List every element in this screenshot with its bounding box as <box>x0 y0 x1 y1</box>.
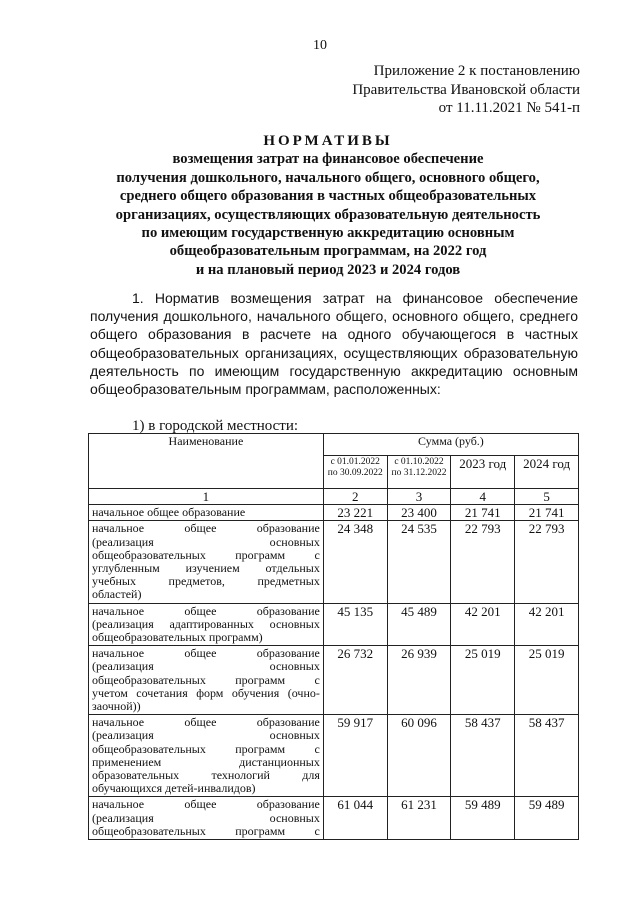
row-name-line: общеобразовательных программ) <box>92 630 263 645</box>
row-value: 22 793 <box>515 521 579 603</box>
row-value: 60 096 <box>387 715 451 797</box>
row-name-line: заочной)) <box>92 699 141 714</box>
intro-line: деятельность по имеющим государственную аккредитацию основным <box>90 362 578 379</box>
table-row <box>89 797 579 840</box>
intro-paragraph <box>90 289 578 398</box>
intro-line: 1. Норматив возмещения затрат на финансовое обеспечение <box>132 290 578 306</box>
row-value: 25 019 <box>451 646 515 715</box>
row-name-line: учебных предметов, предметных <box>92 574 320 589</box>
row-name <box>89 603 324 646</box>
row-value: 59 489 <box>515 797 579 840</box>
row-value: 21 741 <box>451 505 515 521</box>
table-row <box>89 715 579 797</box>
title-line: и на плановый период 2023 и 2024 годов <box>195 261 461 278</box>
appendix-reference <box>352 62 580 118</box>
row-name-line: (реализация адаптированных основных <box>92 616 320 631</box>
row-name-line: общеобразовательных программ с <box>92 741 320 756</box>
row-value: 22 793 <box>451 521 515 603</box>
title-line: по имеющим государственную аккредитацию основным <box>141 225 515 242</box>
header-period-2: с 01.10.2022 по 31.12.2022 <box>387 455 451 488</box>
row-value: 45 135 <box>323 603 387 646</box>
row-value: 24 535 <box>387 521 451 603</box>
title-line: среднего общего образования в частных общеобразовательных <box>119 188 537 205</box>
row-name-line: областей) <box>92 587 142 602</box>
table-row <box>89 603 579 646</box>
header-sum: Сумма (руб.) <box>323 434 578 456</box>
row-value: 25 019 <box>515 646 579 715</box>
intro-line: общеобразовательных организациях, осуществляющих образовательную <box>90 344 578 361</box>
table-row <box>89 505 579 521</box>
row-value: 61 231 <box>387 797 451 840</box>
row-value: 61 044 <box>323 797 387 840</box>
row-value: 45 489 <box>387 603 451 646</box>
section-subhead: 1) в городской местности: <box>132 418 299 434</box>
row-name-line: обучающихся детей-инвалидов) <box>92 781 256 796</box>
row-name-line: начальное общее образование <box>92 521 320 536</box>
row-name <box>89 715 324 797</box>
row-name-line: учетом сочетания форм обучения (очно- <box>92 685 320 700</box>
row-value: 23 400 <box>387 505 451 521</box>
column-index: 5 <box>515 489 579 505</box>
column-index: 2 <box>323 489 387 505</box>
row-value: 26 939 <box>387 646 451 715</box>
appendix-line: от 11.11.2021 № 541-п <box>438 100 580 116</box>
row-value: 58 437 <box>515 715 579 797</box>
column-index: 3 <box>387 489 451 505</box>
row-name-line: применением дистанционных <box>92 754 320 769</box>
table-body <box>89 505 579 840</box>
document-title <box>90 132 566 279</box>
row-value: 21 741 <box>515 505 579 521</box>
page-number: 10 <box>313 38 327 53</box>
title-heading: НОРМАТИВЫ <box>263 133 393 149</box>
row-name-line: (реализация основных <box>92 659 320 674</box>
row-value: 26 732 <box>323 646 387 715</box>
title-line: общеобразовательным программам, на 2022 год <box>169 243 487 260</box>
column-index: 4 <box>451 489 515 505</box>
row-value: 59 489 <box>451 797 515 840</box>
header-year-2023: 2023 год <box>451 455 515 488</box>
header-period-1: с 01.01.2022 по 30.09.2022 <box>323 455 387 488</box>
row-value: 42 201 <box>515 603 579 646</box>
row-name-line: углубленным изучением отдельных <box>92 561 320 576</box>
header-year-2024: 2024 год <box>515 455 579 488</box>
intro-line: общеобразовательным программам, расположенных: <box>90 381 441 398</box>
row-name-line: начальное общее образование <box>92 505 246 520</box>
row-name-line: (реализация основных <box>92 534 320 549</box>
row-name <box>89 797 324 840</box>
row-name-line: общеобразовательных программ с <box>92 823 320 838</box>
row-value: 58 437 <box>451 715 515 797</box>
row-name-line: начальное общее образование <box>92 715 320 730</box>
row-value: 24 348 <box>323 521 387 603</box>
cost-norms-table <box>88 433 579 840</box>
column-index-row <box>89 489 579 505</box>
row-name-line: общеобразовательных программ с <box>92 672 320 687</box>
row-value: 59 917 <box>323 715 387 797</box>
row-name <box>89 521 324 603</box>
row-name <box>89 505 324 521</box>
row-name <box>89 646 324 715</box>
header-name: Наименование <box>89 434 324 489</box>
table-row <box>89 521 579 603</box>
intro-line: общего образования в расчете на одного обучающегося в частных <box>90 326 578 343</box>
appendix-line: Приложение 2 к постановлению <box>373 63 580 79</box>
column-index: 1 <box>89 489 324 505</box>
appendix-line: Правительства Ивановской области <box>352 81 580 98</box>
row-value: 23 221 <box>323 505 387 521</box>
row-name-line: (реализация основных <box>92 728 320 743</box>
row-name-line: общеобразовательных программ с <box>92 547 320 562</box>
table-row <box>89 646 579 715</box>
title-line: возмещения затрат на финансовое обеспечение <box>172 151 484 168</box>
row-value: 42 201 <box>451 603 515 646</box>
row-name-line: образовательных технологий для <box>92 768 320 783</box>
row-name-line: (реализация основных <box>92 810 320 825</box>
row-name-line: начальное общее образование <box>92 797 320 812</box>
row-name-line: начальное общее образование <box>92 603 320 618</box>
row-name-line: начальное общее образование <box>92 646 320 661</box>
title-line: организациях, осуществляющих образовательную деятельность <box>115 206 541 223</box>
title-line: получения дошкольного, начального общего, основного общего, <box>116 169 540 186</box>
intro-line: получения дошкольного, начального общего, основного общего, среднего <box>90 308 578 325</box>
